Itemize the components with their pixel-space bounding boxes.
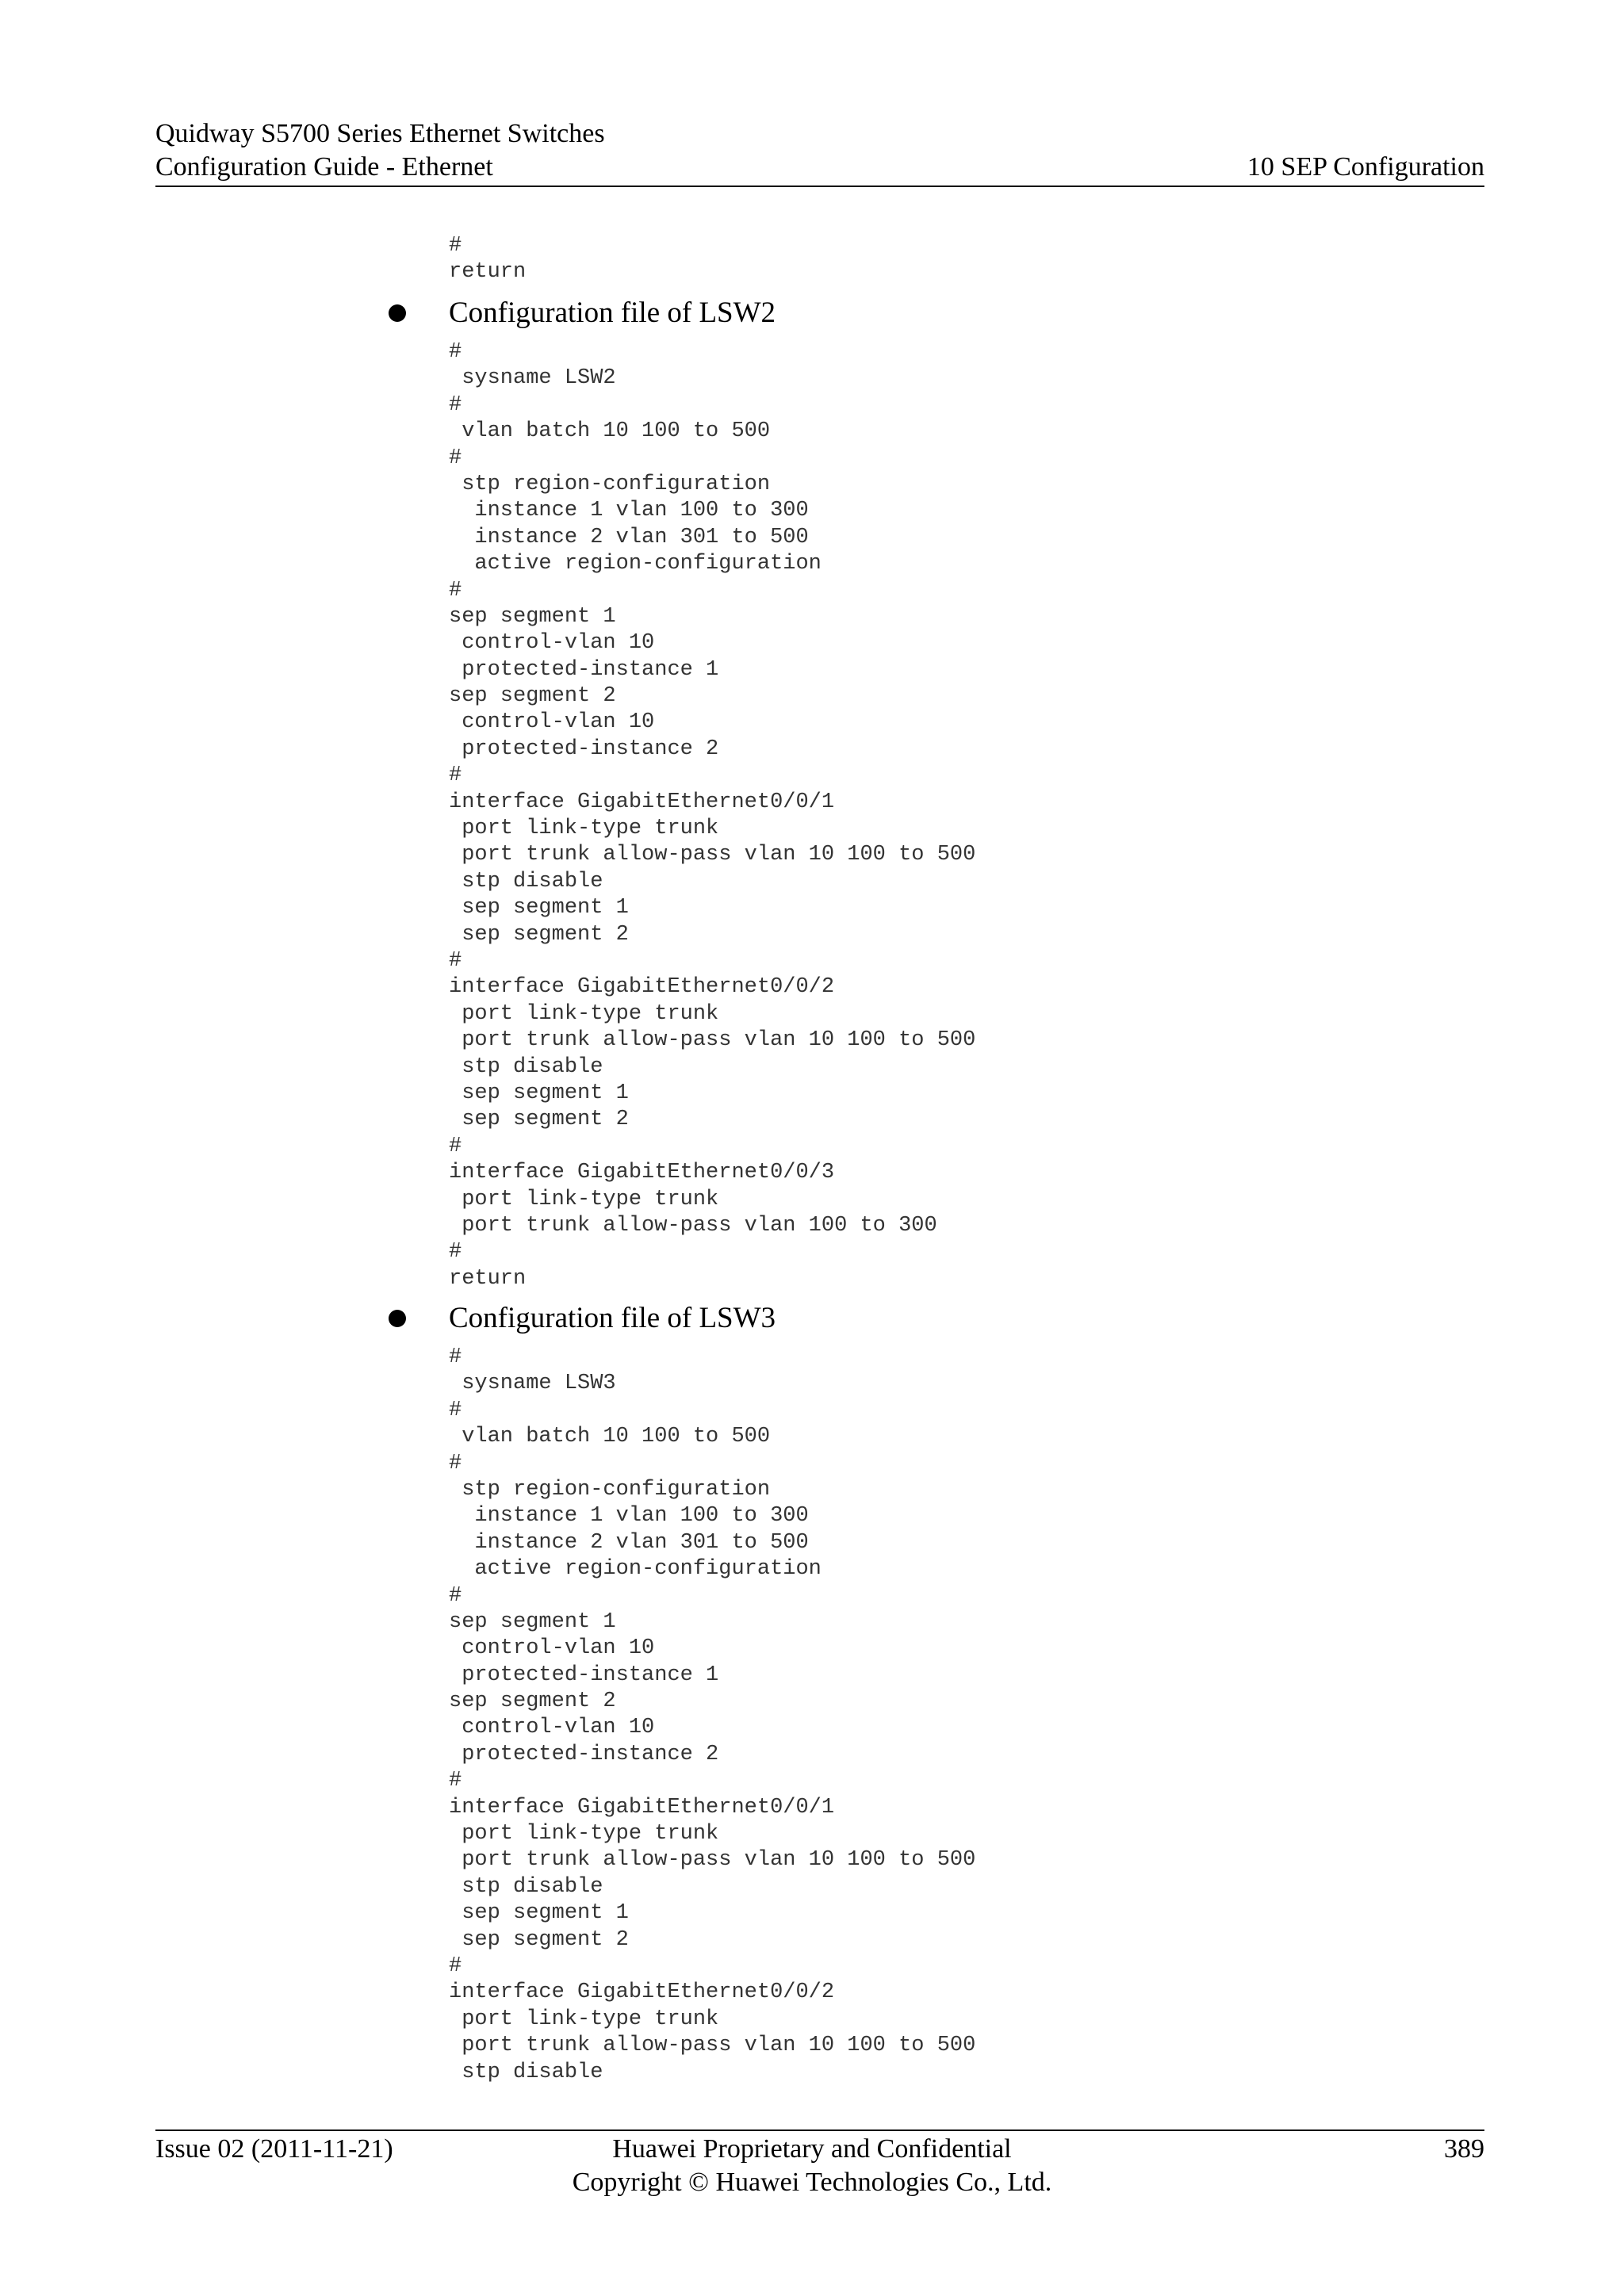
code-line: interface GigabitEthernet0/0/2 — [449, 1980, 835, 2005]
code-line: # — [449, 1398, 462, 1422]
code-line: control-vlan 10 — [449, 1636, 655, 1661]
page-number: 389 — [1444, 2134, 1484, 2164]
chapter-title: 10 SEP Configuration — [1247, 152, 1484, 182]
code-line: protected-instance 2 — [449, 737, 719, 761]
code-line: control-vlan 10 — [449, 631, 655, 656]
code-line: interface GigabitEthernet0/0/3 — [449, 1161, 835, 1185]
code-line: sep segment 1 — [449, 604, 616, 629]
code-line: # — [449, 1345, 462, 1369]
footer-center — [0, 2133, 1624, 2199]
code-line: protected-instance 1 — [449, 657, 719, 682]
code-line: sep segment 2 — [449, 684, 616, 709]
code-line: # — [449, 392, 462, 417]
footer-rule — [155, 2130, 1484, 2131]
code-line: sep segment 1 — [449, 896, 629, 920]
code-line: protected-instance 2 — [449, 1742, 719, 1766]
code-line: # — [449, 340, 462, 364]
bullet-icon — [389, 304, 406, 322]
code-line: stp disable — [449, 869, 603, 894]
code-line: # — [449, 1240, 462, 1265]
code-line: # — [449, 1451, 462, 1475]
code-line: vlan batch 10 100 to 500 — [449, 1425, 771, 1449]
code-line: instance 1 vlan 100 to 300 — [449, 1504, 809, 1529]
code-line: sysname LSW3 — [449, 1372, 616, 1396]
code-line: vlan batch 10 100 to 500 — [449, 419, 771, 444]
code-line: # — [449, 1769, 462, 1793]
bullet-lsw3 — [389, 1299, 776, 1338]
code-line: stp region-configuration — [449, 472, 771, 496]
code-line: return — [449, 260, 527, 285]
code-line: stp disable — [449, 1874, 603, 1899]
code-line: port trunk allow-pass vlan 10 100 to 500 — [449, 1028, 976, 1053]
code-line: # — [449, 763, 462, 788]
code-line: sep segment 2 — [449, 1689, 616, 1714]
code-line: port trunk allow-pass vlan 10 100 to 500 — [449, 2034, 976, 2058]
code-block-lsw2 — [449, 339, 975, 1292]
issue-info: Issue 02 (2011-11-21) — [155, 2134, 393, 2164]
code-line: port link-type trunk — [449, 817, 719, 841]
code-line: sep segment 1 — [449, 1901, 629, 1926]
code-line: # — [449, 948, 462, 973]
product-name: Quidway S5700 Series Ethernet Switches — [155, 119, 605, 148]
code-line: port link-type trunk — [449, 1187, 719, 1211]
section-title: Configuration file of LSW2 — [449, 297, 776, 329]
section-title: Configuration file of LSW3 — [449, 1302, 776, 1334]
code-line: interface GigabitEthernet0/0/1 — [449, 790, 835, 814]
code-line: # — [449, 1583, 462, 1608]
code-line: instance 2 vlan 301 to 500 — [449, 1530, 809, 1555]
code-line: # — [449, 578, 462, 603]
code-line: control-vlan 10 — [449, 1716, 655, 1740]
code-line: port trunk allow-pass vlan 100 to 300 — [449, 1213, 937, 1238]
code-line: sep segment 1 — [449, 1081, 629, 1105]
header-rule — [155, 186, 1484, 187]
code-line: # — [449, 1954, 462, 1978]
bullet-lsw2 — [389, 293, 776, 333]
copyright-notice: Copyright © Huawei Technologies Co., Ltd. — [572, 2168, 1052, 2197]
bullet-icon — [389, 1310, 406, 1327]
code-line: stp disable — [449, 1054, 603, 1079]
code-line: interface GigabitEthernet0/0/1 — [449, 1795, 835, 1820]
code-line: port link-type trunk — [449, 1001, 719, 1026]
code-line: sep segment 1 — [449, 1609, 616, 1634]
code-line: # — [449, 234, 462, 258]
code-line: # — [449, 1134, 462, 1158]
guide-name: Configuration Guide - Ethernet — [155, 152, 493, 182]
code-line: sep segment 2 — [449, 1927, 629, 1952]
page-header-left — [155, 117, 605, 184]
code-block-lsw3 — [449, 1345, 975, 2086]
code-line: return — [449, 1266, 527, 1291]
code-line: port trunk allow-pass vlan 10 100 to 500 — [449, 1848, 976, 1873]
code-line: active region-configuration — [449, 1557, 822, 1582]
code-line: control-vlan 10 — [449, 710, 655, 735]
code-line: sep segment 2 — [449, 1108, 629, 1132]
code-line: protected-instance 1 — [449, 1663, 719, 1687]
code-line: sep segment 2 — [449, 922, 629, 947]
code-line: instance 1 vlan 100 to 300 — [449, 499, 809, 523]
code-line: port trunk allow-pass vlan 10 100 to 500 — [449, 843, 976, 867]
code-line: sysname LSW2 — [449, 366, 616, 391]
code-line: # — [449, 446, 462, 470]
code-line: stp region-configuration — [449, 1477, 771, 1502]
code-line: stp disable — [449, 2060, 603, 2084]
proprietary-notice: Huawei Proprietary and Confidential — [612, 2134, 1012, 2164]
code-line: port link-type trunk — [449, 1822, 719, 1846]
code-line: active region-configuration — [449, 552, 822, 576]
code-block-intro — [449, 233, 526, 286]
code-line: interface GigabitEthernet0/0/2 — [449, 975, 835, 1000]
code-line: port link-type trunk — [449, 2007, 719, 2031]
code-line: instance 2 vlan 301 to 500 — [449, 525, 809, 549]
